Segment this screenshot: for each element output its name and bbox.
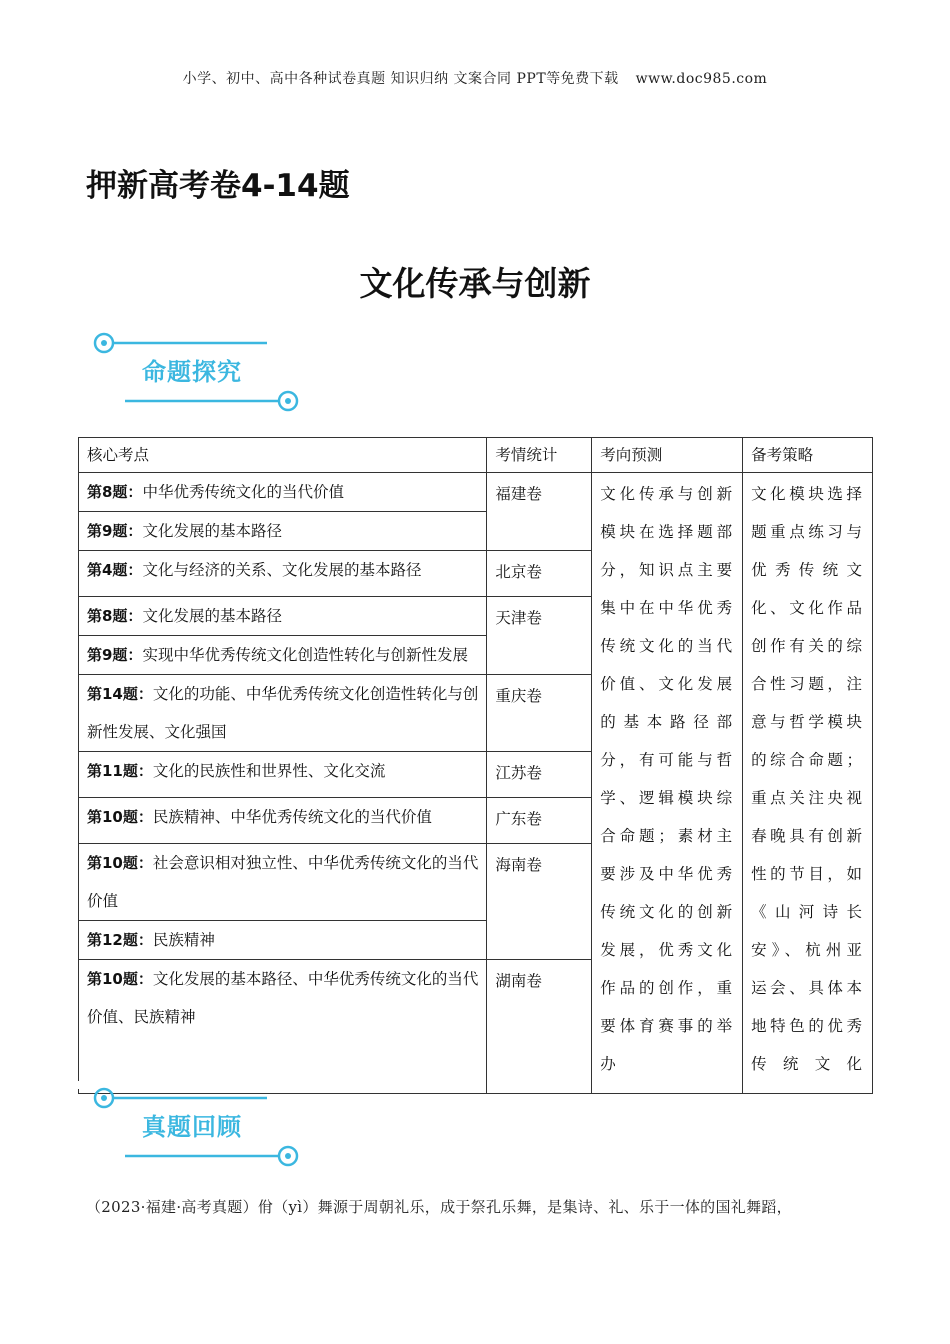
topic-cell xyxy=(79,551,487,597)
question-number: 第8题： xyxy=(87,607,143,625)
topic-text: 实现中华优秀传统文化创造性转化与创新性发展 xyxy=(142,646,468,664)
topic-cell xyxy=(79,844,487,921)
question-number: 第4题： xyxy=(87,561,143,579)
topic-text: 民族精神 xyxy=(152,931,215,949)
paper-cell: 江苏卷 xyxy=(487,752,592,798)
topic-text: 民族精神、中华优秀传统文化的当代价值 xyxy=(152,808,432,826)
question-number: 第14题： xyxy=(87,685,153,703)
topic-cell xyxy=(79,752,487,798)
topic-cell xyxy=(79,675,487,752)
paper-cell: 湖南卷 xyxy=(487,960,592,1094)
question-number: 第9题： xyxy=(87,522,143,540)
paper-cell: 重庆卷 xyxy=(487,675,592,752)
section-review-title: 真题回顾 xyxy=(142,1113,242,1141)
topic-cell xyxy=(79,960,487,1094)
question-number: 第11题： xyxy=(87,762,153,780)
question-source-text: （2023·福建·高考真题）佾（yì）舞源于周朝礼乐，成于祭孔乐舞，是集诗、礼、乐于一体的国礼舞蹈， xyxy=(86,1198,792,1216)
topic-text: 社会意识相对独立性、中华优秀传统文化的当代价值 xyxy=(87,854,479,910)
prediction-cell: 文化传承与创新模块在选择题部分，知识点主要集中在中华优秀传统文化的当代价值、文化发展的基本路径部分，有可能与哲学、逻辑模块综合命题；素材主要涉及中华优秀传统文化的创新发展，优秀文化作品的创作，重要体育赛事的举办 xyxy=(592,473,743,1094)
column-header: 核心考点 xyxy=(79,438,487,473)
section-exploration-title: 命题探究 xyxy=(142,358,242,386)
question-number: 第10题： xyxy=(87,808,153,826)
table-row xyxy=(79,473,873,512)
topic-cell xyxy=(79,597,487,636)
section-review-banner xyxy=(92,1085,307,1167)
paper-cell: 广东卷 xyxy=(487,798,592,844)
topic-cell xyxy=(79,473,487,512)
strategy-cell: 文化模块选择题重点练习与优秀传统文化、文化作品创作有关的综合性习题，注意与哲学模块的综合命题；重点关注央视春晚具有创新性的节目，如《山河诗长安》、杭州亚运会、具体本地特色的优秀传统文化 xyxy=(743,473,873,1094)
question-number: 第12题： xyxy=(87,931,153,949)
header-site[interactable]: www.doc985.com xyxy=(635,71,768,87)
exam-analysis-table xyxy=(78,437,873,1094)
page-title: 押新高考卷4-14题 xyxy=(86,168,350,204)
topic-text: 文化发展的基本路径 xyxy=(142,607,282,625)
column-header: 考向预测 xyxy=(592,438,743,473)
question-number: 第8题： xyxy=(87,483,143,501)
column-header: 备考策略 xyxy=(743,438,873,473)
question-number: 第10题： xyxy=(87,854,153,872)
topic-cell xyxy=(79,798,487,844)
paper-cell: 天津卷 xyxy=(487,597,592,675)
topic-text: 文化的功能、中华优秀传统文化创造性转化与创新性发展、文化强国 xyxy=(87,685,479,741)
table-header-row xyxy=(79,438,873,473)
header-slogan: 小学、初中、高中各种试卷真题 知识归纳 文案合同 PPT等免费下载 xyxy=(182,71,619,87)
topic-text: 文化发展的基本路径、中华优秀传统文化的当代价值、民族精神 xyxy=(87,970,479,1026)
topic-cell xyxy=(79,921,487,960)
column-header: 考情统计 xyxy=(487,438,592,473)
topic-text: 文化发展的基本路径 xyxy=(142,522,282,540)
page-subtitle: 文化传承与创新 xyxy=(359,264,591,303)
section-exploration-banner xyxy=(92,330,307,412)
question-number: 第10题： xyxy=(87,970,153,988)
topic-text: 文化与经济的关系、文化发展的基本路径 xyxy=(142,561,422,579)
topic-text: 文化的民族性和世界性、文化交流 xyxy=(152,762,386,780)
question-number: 第9题： xyxy=(87,646,143,664)
paper-cell: 海南卷 xyxy=(487,844,592,960)
page-header xyxy=(0,68,950,88)
paper-cell: 福建卷 xyxy=(487,473,592,551)
topic-cell xyxy=(79,636,487,675)
paper-cell: 北京卷 xyxy=(487,551,592,597)
topic-cell xyxy=(79,512,487,551)
topic-text: 中华优秀传统文化的当代价值 xyxy=(142,483,344,501)
